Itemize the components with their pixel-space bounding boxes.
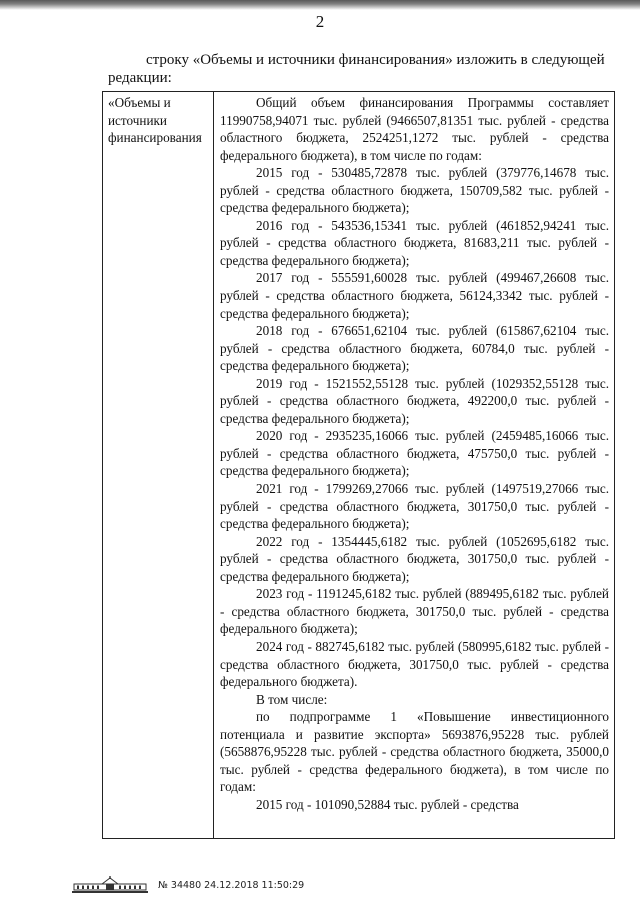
intro-text [108, 51, 613, 87]
stamp-text: № 34480 24.12.2018 11:50:29 [158, 879, 305, 891]
total-paragraph: Общий объем финансирования Программы составляет 11990758,94071 тыс. рублей (9466507,81351 тыс. рублей - средства областного бюджета, 2524251,1272 тыс. рублей - средства федерального бюджета), в том числе по годам: [220, 95, 609, 163]
registration-stamp [70, 876, 304, 894]
year-2024-paragraph: 2024 год - 882745,6182 тыс. рублей (580995,6182 тыс. рублей - средства областного бюджета, 301750,0 тыс. рублей - средства федерального бюджета). [220, 638, 609, 690]
row-label-cell [103, 92, 214, 839]
subprogram-1-paragraph: по подпрограмме 1 «Повышение инвестиционного потенциала и развитие экспорта» 5693876,95228 тыс. рублей (5658876,95228 тыс. рублей - средства областного бюджета, 35000,0 тыс. рублей - средства федерального бюджета), в том числе по годам: [220, 709, 609, 795]
year-2017-paragraph: 2017 год - 555591,60028 тыс. рублей (499467,26608 тыс. рублей - средства областного бюджета, 56124,3342 тыс. рублей - средства федерального бюджета); [220, 270, 609, 321]
page-number: 2 [315, 12, 325, 31]
financing-row [103, 92, 615, 839]
intro-line-2: редакции: [108, 70, 172, 86]
subprogram-1-2015-paragraph: 2015 год - 101090,52884 тыс. рублей - средства [256, 796, 519, 812]
year-2023-paragraph: 2023 год - 1191245,6182 тыс. рублей (889495,6182 тыс. рублей - средства областного бюджета, 301750,0 тыс. рублей - средства федерального бюджета); [220, 586, 609, 637]
intro-line-1: строку «Объемы и источники финансирования» изложить в следующей [146, 52, 605, 68]
year-2016-paragraph: 2016 год - 543536,15341 тыс. рублей (461852,94241 тыс. рублей - средства областного бюджета, 81683,211 тыс. рублей - средства федерального бюджета); [220, 217, 609, 268]
building-emblem-icon [70, 876, 150, 894]
year-2019-paragraph: 2019 год - 1521552,55128 тыс. рублей (1029352,55128 тыс. рублей - средства областного бюджета, 492200,0 тыс. рублей - средства федерального бюджета); [220, 375, 609, 426]
financing-table [102, 91, 615, 839]
including-paragraph: В том числе: [256, 691, 328, 707]
scan-top-edge [0, 0, 640, 10]
row-content-cell [214, 92, 615, 839]
year-2021-paragraph: 2021 год - 1799269,27066 тыс. рублей (1497519,27066 тыс. рублей - средства областного бюджета, 301750,0 тыс. рублей - средства федерального бюджета); [220, 481, 609, 532]
year-2022-paragraph: 2022 год - 1354445,6182 тыс. рублей (1052695,6182 тыс. рублей - средства областного бюджета, 301750,0 тыс. рублей - средства федерального бюджета); [220, 533, 609, 584]
year-2018-paragraph: 2018 год - 676651,62104 тыс. рублей (615867,62104 тыс. рублей - средства областного бюджета, 60784,0 тыс. рублей - средства федерального бюджета); [220, 323, 609, 374]
year-2020-paragraph: 2020 год - 2935235,16066 тыс. рублей (2459485,16066 тыс. рублей - средства областного бюджета, 475750,0 тыс. рублей - средства федерального бюджета); [220, 428, 609, 479]
year-2015-paragraph: 2015 год - 530485,72878 тыс. рублей (379776,14678 тыс. рублей - средства областного бюджета, 150709,582 тыс. рублей - средства федерального бюджета); [220, 165, 609, 216]
row-label: «Объемы и источники финансирования [108, 95, 202, 146]
